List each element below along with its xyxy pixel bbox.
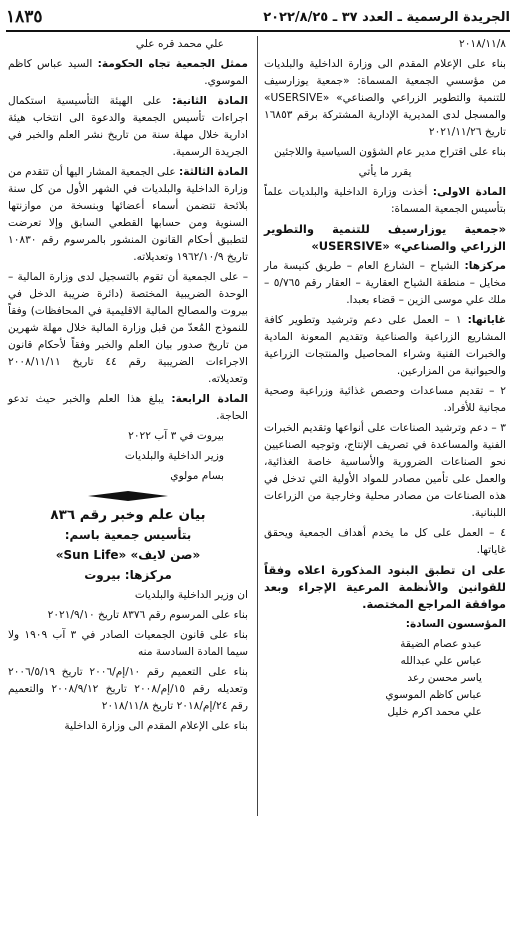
list-item: عباس علي عبدالله (400, 655, 482, 667)
article-2 (8, 93, 248, 161)
separator-ornament (88, 491, 168, 501)
article-text: على الجمعية المشار اليها أن تتقدم من وزارة الداخلية والبلديات في الشهر الأول من كل سنة بلائحة تتضمن أسماء أعضائها وبنسخة من موازنتها السنوية ومن حسابها القطعي السابق وإلا تعرضت لتطبيق أحكام القانون المنشور بالمرسوم رقم ١٠٨٣٠ تاريخ ١٩٦٢/١٠/٩ وتعديلاته. (8, 166, 248, 263)
considerant: بناء على التعميم رقم ١٠/إم/٢٠٠٦ تاريخ ٢٠٠٦/٥/١٩ وتعديله رقم ١٥/إم/٢٠٠٨ تاريخ ٢٠٠٨/٩/١٢ والتعميم رقم ٢٤/إم/٢٠١٨ تاريخ ٢٠١٨/١١/٨ (8, 666, 248, 712)
article-3-continued: – على الجمعية أن تقوم بالتسجيل لدى وزارة المالية – الوحدة الضريبية المختصة (دائرة ضريبة الدخل في بيروت والمصالح المالية الاقليمية في المحافظات) وفقاً للنموذج المُعدّ من قبل وزارة المالية خلال مهلة شهرين من تاريخ صدور بيان العلم والخبر وفقاً لأحكام قانون الاجراءات الضريبية رقم ٤٤ تاريخ ٢٠٠٨/١١/١١ وتعديلاته. (8, 271, 248, 385)
preamble-paragraph: بناء على الإعلام المقدم الى وزارة الداخلية والبلديات من مؤسسي الجمعية المسماة: «جمعية يوزارسيف للتنمية والتطوير الزراعي والصناعي» «USERSIVE» والمسجل لدى المديرية الإدارية المشتركة برقم ١٦٨٥٣ تاريخ ٢٠٢١/١١/٢٦ (264, 58, 506, 138)
article-3 (8, 164, 248, 266)
minister-line: ان وزير الداخلية والبلديات (134, 589, 248, 601)
left-column (8, 36, 248, 816)
considerant: بناء على الإعلام المقدم الى وزارة الداخلية (64, 720, 248, 732)
hq-label: مركزها: (464, 260, 506, 272)
page-number: ١٨٣٥ (6, 7, 43, 27)
association-name: «جمعية يوزارسيف للتنمية والتطوير الزراعي والصناعي» «USERSIVE» (264, 222, 506, 253)
goal-item: ٣ – دعم وترشيد الصناعات على أنواعها وتقديم الخبرات الفنية والمساعدة في تصريف الإنتاج، وتوجيه الصناعيين نحو الصناعات الضرورية والأساسية خاصة الغذائية، والعمل على تأمين مصادر للمواد الأولية التي تدخل في هذه الصناعات من مصادر محلية وخارجية من الزراعات اللبنانية. (264, 422, 506, 519)
notice-subtitle: بتأسيس جمعية باسم: (64, 528, 192, 542)
notice-title: بيان علم وخبر رقم ٨٣٦ (50, 507, 206, 523)
list-item: عباس كاظم الموسوي (385, 689, 482, 701)
goal-text: ١ – العمل على دعم وترشيد وتطوير كافة المشاريع الزراعية والصناعية وتقديم المعونة المادية والخبرات الفنية وشراء المحاصيل والمنتجات الزراعية والحيوانية من المزارعين. (264, 314, 506, 377)
decides-heading: يقرر ما يأتي (358, 166, 412, 178)
goal-item: ٢ – تقديم مساعدات وحصص غذائية وزراعية وصحية مجانية للأفراد. (264, 385, 506, 414)
considerant: بناء على قانون الجمعيات الصادر في ٣ آب ١٩٠٩ ولا سيما المادة السادسة منه (8, 629, 248, 658)
section-separator (8, 491, 248, 501)
founder-continued: علي محمد قره علي (135, 38, 224, 50)
list-item: ياسر محسن رعد (407, 672, 482, 684)
article-text: يبلغ هذا العلم والخبر حيث تدعو الحاجة. (8, 393, 248, 422)
founders-list (264, 636, 506, 721)
article-label: المادة الثانية: (172, 95, 248, 107)
hq-text: الشياح – الشارع العام – طريق كنيسة مار مخايل – منطقة الشياح العقارية – العقار رقم ٥/٧٦٥ – ملك علي موسى الزين – قضاء بعبدا. (264, 260, 506, 306)
goal-item (264, 312, 506, 380)
article-label: المادة الاولى: (432, 186, 507, 198)
gov-representative (8, 56, 248, 90)
signature-date: بيروت في ٣ آب ٢٠٢٢ (128, 430, 224, 442)
signature-name: بسام مولوي (170, 470, 224, 482)
notice-association-name: «صن لايف» «Sun Life» (55, 548, 201, 562)
list-item: عبدو عصام الضيقة (400, 638, 482, 650)
notice-headquarters: مركزها: بيروت (84, 568, 172, 582)
column-divider (257, 36, 258, 816)
page-header (6, 4, 510, 32)
considerant: بناء على المرسوم رقم ٨٣٧٦ تاريخ ٢٠٢١/٩/١٠ (47, 609, 248, 621)
article-label: المادة الثالثة: (179, 166, 248, 178)
goal-item: ٤ – العمل على كل ما يخدم أهداف الجمعية ويحقق غاياتها. (264, 527, 506, 556)
signature-title: وزير الداخلية والبلديات (124, 450, 224, 462)
rep-text: السيد عباس كاظم الموسوي. (8, 58, 248, 87)
gazette-title: الجريدة الرسمية ـ العدد ٣٧ ـ ٢٠٢٢/٨/٢٥ (263, 9, 510, 25)
article-label: المادة الرابعة: (171, 393, 248, 405)
compliance-note: على ان تطبق البنود المذكورة اعلاه وفقاً للقوانين والأنظمة المرعية الإجراء وبعد موافقة المراجع المختصة. (264, 563, 506, 611)
rep-label: ممثل الجمعية تجاه الحكومة: (97, 58, 248, 70)
headquarters (264, 258, 506, 309)
preamble-paragraph: بناء على اقتراح مدير عام الشؤون السياسية واللاجئين (274, 146, 506, 158)
article-1 (264, 184, 506, 218)
founders-label: المؤسسون السادة: (405, 618, 506, 630)
article-4 (8, 391, 248, 425)
list-item: علي محمد اكرم خليل (387, 706, 482, 718)
right-column (264, 36, 506, 816)
date-line: ٢٠١٨/١١/٨ (459, 38, 506, 50)
article-text: أخذت وزارة الداخلية والبلديات علماً بتأسيس الجمعية المسماة: (264, 186, 506, 215)
article-text: على الهيئة التأسيسية استكمال اجراءات تأسيس الجمعية والدعوة الى انتخاب هيئة ادارية خلال مهلة سنة من تاريخ نشر العلم والخبر في الجريدة الرسمية. (8, 95, 248, 158)
goals-label: غاياتها: (467, 314, 507, 326)
